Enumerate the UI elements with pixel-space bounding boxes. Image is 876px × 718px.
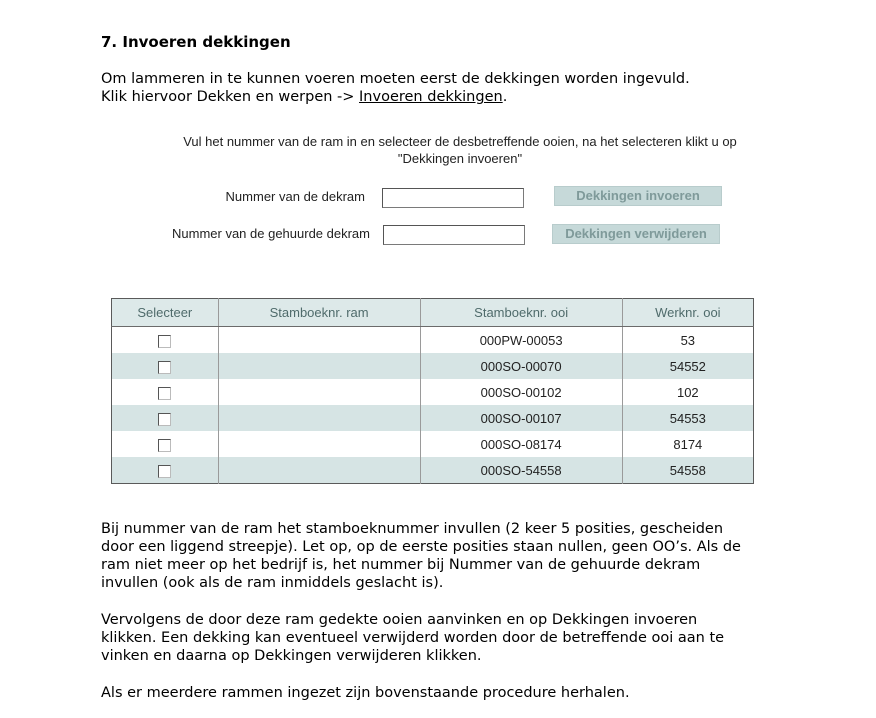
paragraph-line: ram niet meer op het bedrijf is, het nummer bij Nummer van de gehuurde dekram	[101, 557, 701, 573]
intro-line-2	[101, 88, 690, 106]
select-checkbox[interactable]	[158, 413, 171, 426]
werknr-cell: 53	[622, 327, 753, 354]
werknr-cell: 54553	[622, 405, 753, 431]
table-row	[112, 353, 754, 379]
ram-cell	[218, 431, 420, 457]
paragraph-line: Bij nummer van de ram het stamboeknummer invullen (2 keer 5 posities, gescheiden	[101, 521, 724, 537]
header-werknr-ooi[interactable]: Werknr. ooi	[622, 299, 753, 327]
table-row	[112, 457, 754, 484]
header-selecteer[interactable]: Selecteer	[112, 299, 219, 327]
ooi-cell: 000SO-00107	[420, 405, 622, 431]
intro-line-2-prefix: Klik hiervoor Dekken en werpen ->	[101, 89, 360, 105]
ooi-cell: 000SO-00102	[420, 379, 622, 405]
paragraph-line: door een liggend streepje). Let op, op de eerste posities staan nullen, geen OO’s. Als de	[101, 539, 741, 555]
paragraph-3	[101, 684, 801, 702]
select-checkbox[interactable]	[158, 335, 171, 348]
select-checkbox[interactable]	[158, 387, 171, 400]
dekkingen-verwijderen-button[interactable]: Dekkingen verwijderen	[552, 224, 720, 244]
header-stamboeknr-ooi[interactable]: Stamboeknr. ooi	[420, 299, 622, 327]
select-cell	[112, 431, 219, 457]
select-checkbox[interactable]	[158, 465, 171, 478]
header-stamboeknr-ram[interactable]: Stamboeknr. ram	[218, 299, 420, 327]
select-cell	[112, 327, 219, 354]
dekram-input[interactable]	[382, 188, 524, 208]
ram-cell	[218, 327, 420, 354]
intro-line-1: Om lammeren in te kunnen voeren moeten eerst de dekkingen worden ingevuld.	[101, 71, 690, 87]
table-header-row	[112, 299, 754, 327]
ram-cell	[218, 457, 420, 484]
select-cell	[112, 379, 219, 405]
table-row	[112, 379, 754, 405]
instruction-line-2: "Dekkingen invoeren"	[397, 151, 523, 166]
select-checkbox[interactable]	[158, 439, 171, 452]
select-cell	[112, 405, 219, 431]
select-cell	[112, 353, 219, 379]
select-cell	[112, 457, 219, 484]
form-instruction	[130, 133, 790, 167]
section-title: 7. Invoeren dekkingen	[101, 33, 291, 51]
paragraph-line: vinken en daarna op Dekkingen verwijderen klikken.	[101, 648, 482, 664]
werknr-cell: 8174	[622, 431, 753, 457]
gehuurde-dekram-label: Nummer van de gehuurde dekram	[172, 226, 370, 241]
werknr-cell: 102	[622, 379, 753, 405]
ooi-cell: 000SO-08174	[420, 431, 622, 457]
table-row	[112, 431, 754, 457]
table-row	[112, 327, 754, 354]
werknr-cell: 54552	[622, 353, 753, 379]
dekram-label: Nummer van de dekram	[225, 189, 365, 204]
table-row	[112, 405, 754, 431]
ram-cell	[218, 379, 420, 405]
paragraph-line: klikken. Een dekking kan eventueel verwijderd worden door de betreffende ooi aan te	[101, 630, 725, 646]
ram-cell	[218, 405, 420, 431]
ooien-table	[111, 298, 754, 484]
paragraph-2	[101, 611, 801, 665]
invoeren-dekkingen-link[interactable]: Invoeren dekkingen	[359, 89, 503, 105]
paragraph-line: Vervolgens de door deze ram gedekte ooien aanvinken en op Dekkingen invoeren	[101, 612, 698, 628]
ooi-cell: 000SO-00070	[420, 353, 622, 379]
ram-cell	[218, 353, 420, 379]
intro-line-2-suffix: .	[502, 89, 508, 105]
intro-text	[101, 70, 690, 106]
werknr-cell: 54558	[622, 457, 753, 484]
paragraph-line: invullen (ook als de ram inmiddels geslacht is).	[101, 575, 444, 591]
paragraph-1	[101, 520, 801, 592]
select-checkbox[interactable]	[158, 361, 171, 374]
dekkingen-invoeren-button[interactable]: Dekkingen invoeren	[554, 186, 722, 206]
gehuurde-dekram-input[interactable]	[383, 225, 525, 245]
ooi-cell: 000SO-54558	[420, 457, 622, 484]
ooi-cell: 000PW-00053	[420, 327, 622, 354]
paragraph-line: Als er meerdere rammen ingezet zijn bovenstaande procedure herhalen.	[101, 685, 630, 701]
instruction-line-1: Vul het nummer van de ram in en selecteer de desbetreffende ooien, na het selecteren klikt u op	[183, 134, 737, 149]
